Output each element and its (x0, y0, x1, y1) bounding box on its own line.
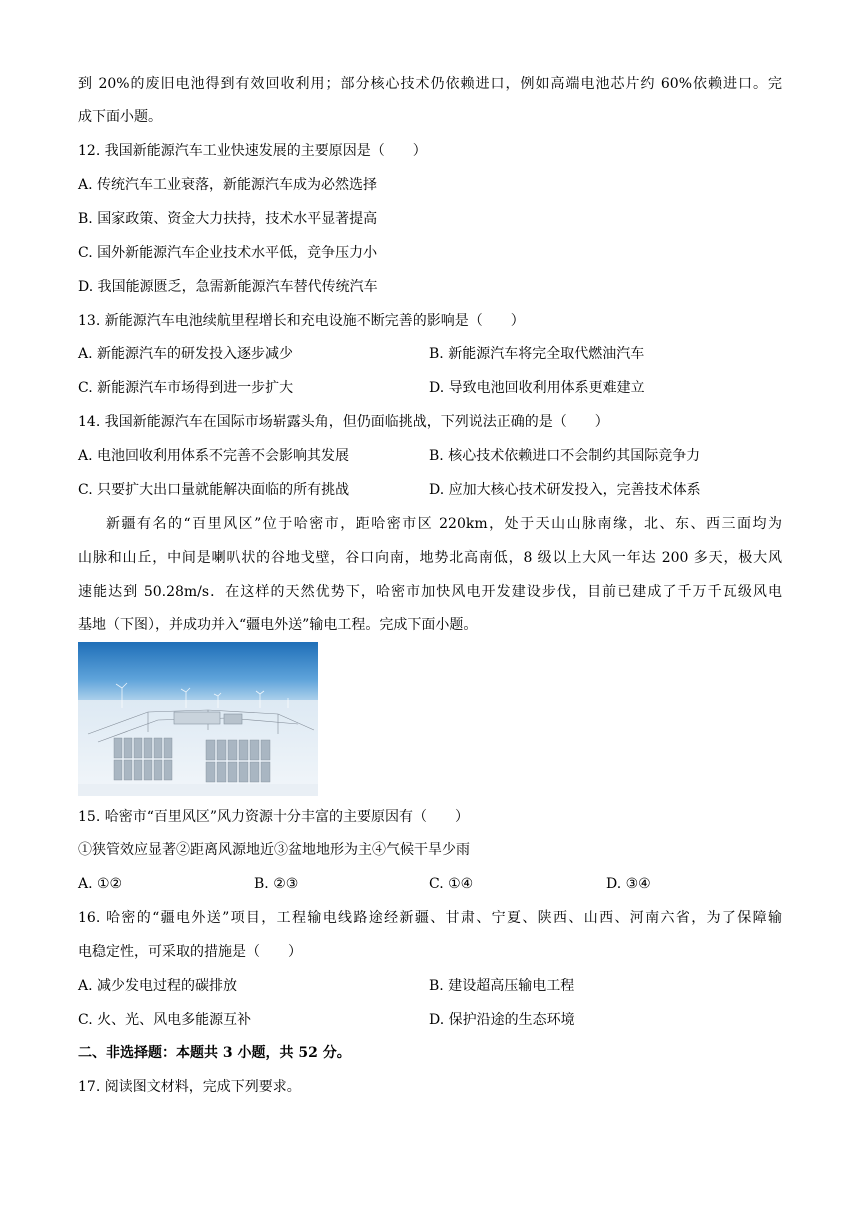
question-13-option-d: D. 导致电池回收利用体系更难建立 (429, 380, 645, 396)
question-15-items: ①狭管效应显著②距离风源地近③盆地地形为主④气候干旱少雨 (78, 842, 470, 858)
section-2-heading: 二、非选择题：本题共 3 小题，共 52 分。 (78, 1045, 351, 1061)
question-17-stem: 17. 阅读图文材料，完成下列要求。 (78, 1079, 301, 1095)
question-12-option-c: C. 国外新能源汽车企业技术水平低，竞争压力小 (78, 245, 378, 261)
question-12-option-a: A. 传统汽车工业衰落，新能源汽车成为必然选择 (78, 177, 378, 193)
question-12-option-d: D. 我国能源匮乏，急需新能源汽车替代传统汽车 (78, 279, 378, 295)
question-14-option-c: C. 只要扩大出口量就能解决面临的所有挑战 (78, 482, 350, 498)
question-16-option-a: A. 减少发电过程的碳排放 (78, 978, 238, 994)
question-16-option-c: C. 火、光、风电多能源互补 (78, 1012, 252, 1028)
intro-text-line-2: 成下面小题。 (78, 109, 162, 125)
question-15-stem: 15. 哈密市“百里风区”风力资源十分丰富的主要原因有（ ） (78, 809, 470, 825)
question-12-option-b: B. 国家政策、资金大力扶持，技术水平显著提高 (78, 211, 378, 227)
question-14-stem: 14. 我国新能源汽车在国际市场崭露头角，但仍面临挑战，下列说法正确的是（ ） (78, 414, 609, 430)
question-13-option-c: C. 新能源汽车市场得到进一步扩大 (78, 380, 294, 396)
passage-line-3: 速能达到 50.28m/s．在这样的天然优势下，哈密市加快风电开发建设步伐，目前已建成了千万千瓦级风电 (78, 584, 782, 600)
question-14-option-a: A. 电池回收利用体系不完善不会影响其发展 (78, 448, 350, 464)
question-14-option-b: B. 核心技术依赖进口不会制约其国际竞争力 (429, 448, 701, 464)
question-15-option-d: D. ③④ (606, 876, 651, 892)
passage-line-2: 山脉和山丘，中间是喇叭状的谷地戈壁，谷口向南，地势北高南低，8 级以上大风一年达 200 多天，极大风 (78, 550, 782, 566)
question-15-option-c: C. ①④ (429, 876, 474, 892)
question-14-option-d: D. 应加大核心技术研发投入，完善技术体系 (429, 482, 701, 498)
question-12-stem: 12. 我国新能源汽车工业快速发展的主要原因是（ ） (78, 143, 427, 159)
question-13-stem: 13. 新能源汽车电池续航里程增长和充电设施不断完善的影响是（ ） (78, 313, 525, 329)
passage-line-4: 基地（下图），并成功并入“疆电外送”输电工程。完成下面小题。 (78, 617, 478, 633)
question-13-option-a: A. 新能源汽车的研发投入逐步减少 (78, 346, 294, 362)
wind-farm-substation-photo (78, 642, 318, 796)
intro-text-line-1: 到 20%的废旧电池得到有效回收利用；部分核心技术仍依赖进口，例如高端电池芯片约 60%依赖进口。完 (78, 76, 782, 92)
question-16-stem-line-2: 电稳定性，可采取的措施是（ ） (78, 944, 302, 960)
passage-line-1: 新疆有名的“百里风区”位于哈密市，距哈密市区 220km，处于天山山脉南缘，北、东、西三面均为 (106, 516, 782, 532)
question-15-option-b: B. ②③ (254, 876, 299, 892)
question-13-option-b: B. 新能源汽车将完全取代燃油汽车 (429, 346, 645, 362)
question-16-option-d: D. 保护沿途的生态环境 (429, 1012, 575, 1028)
question-16-option-b: B. 建设超高压输电工程 (429, 978, 575, 994)
question-16-stem-line-1: 16. 哈密的“疆电外送”项目，工程输电线路途经新疆、甘肃、宁夏、陕西、山西、河南六省，为了保障输 (78, 910, 782, 926)
question-15-option-a: A. ①② (78, 876, 123, 892)
